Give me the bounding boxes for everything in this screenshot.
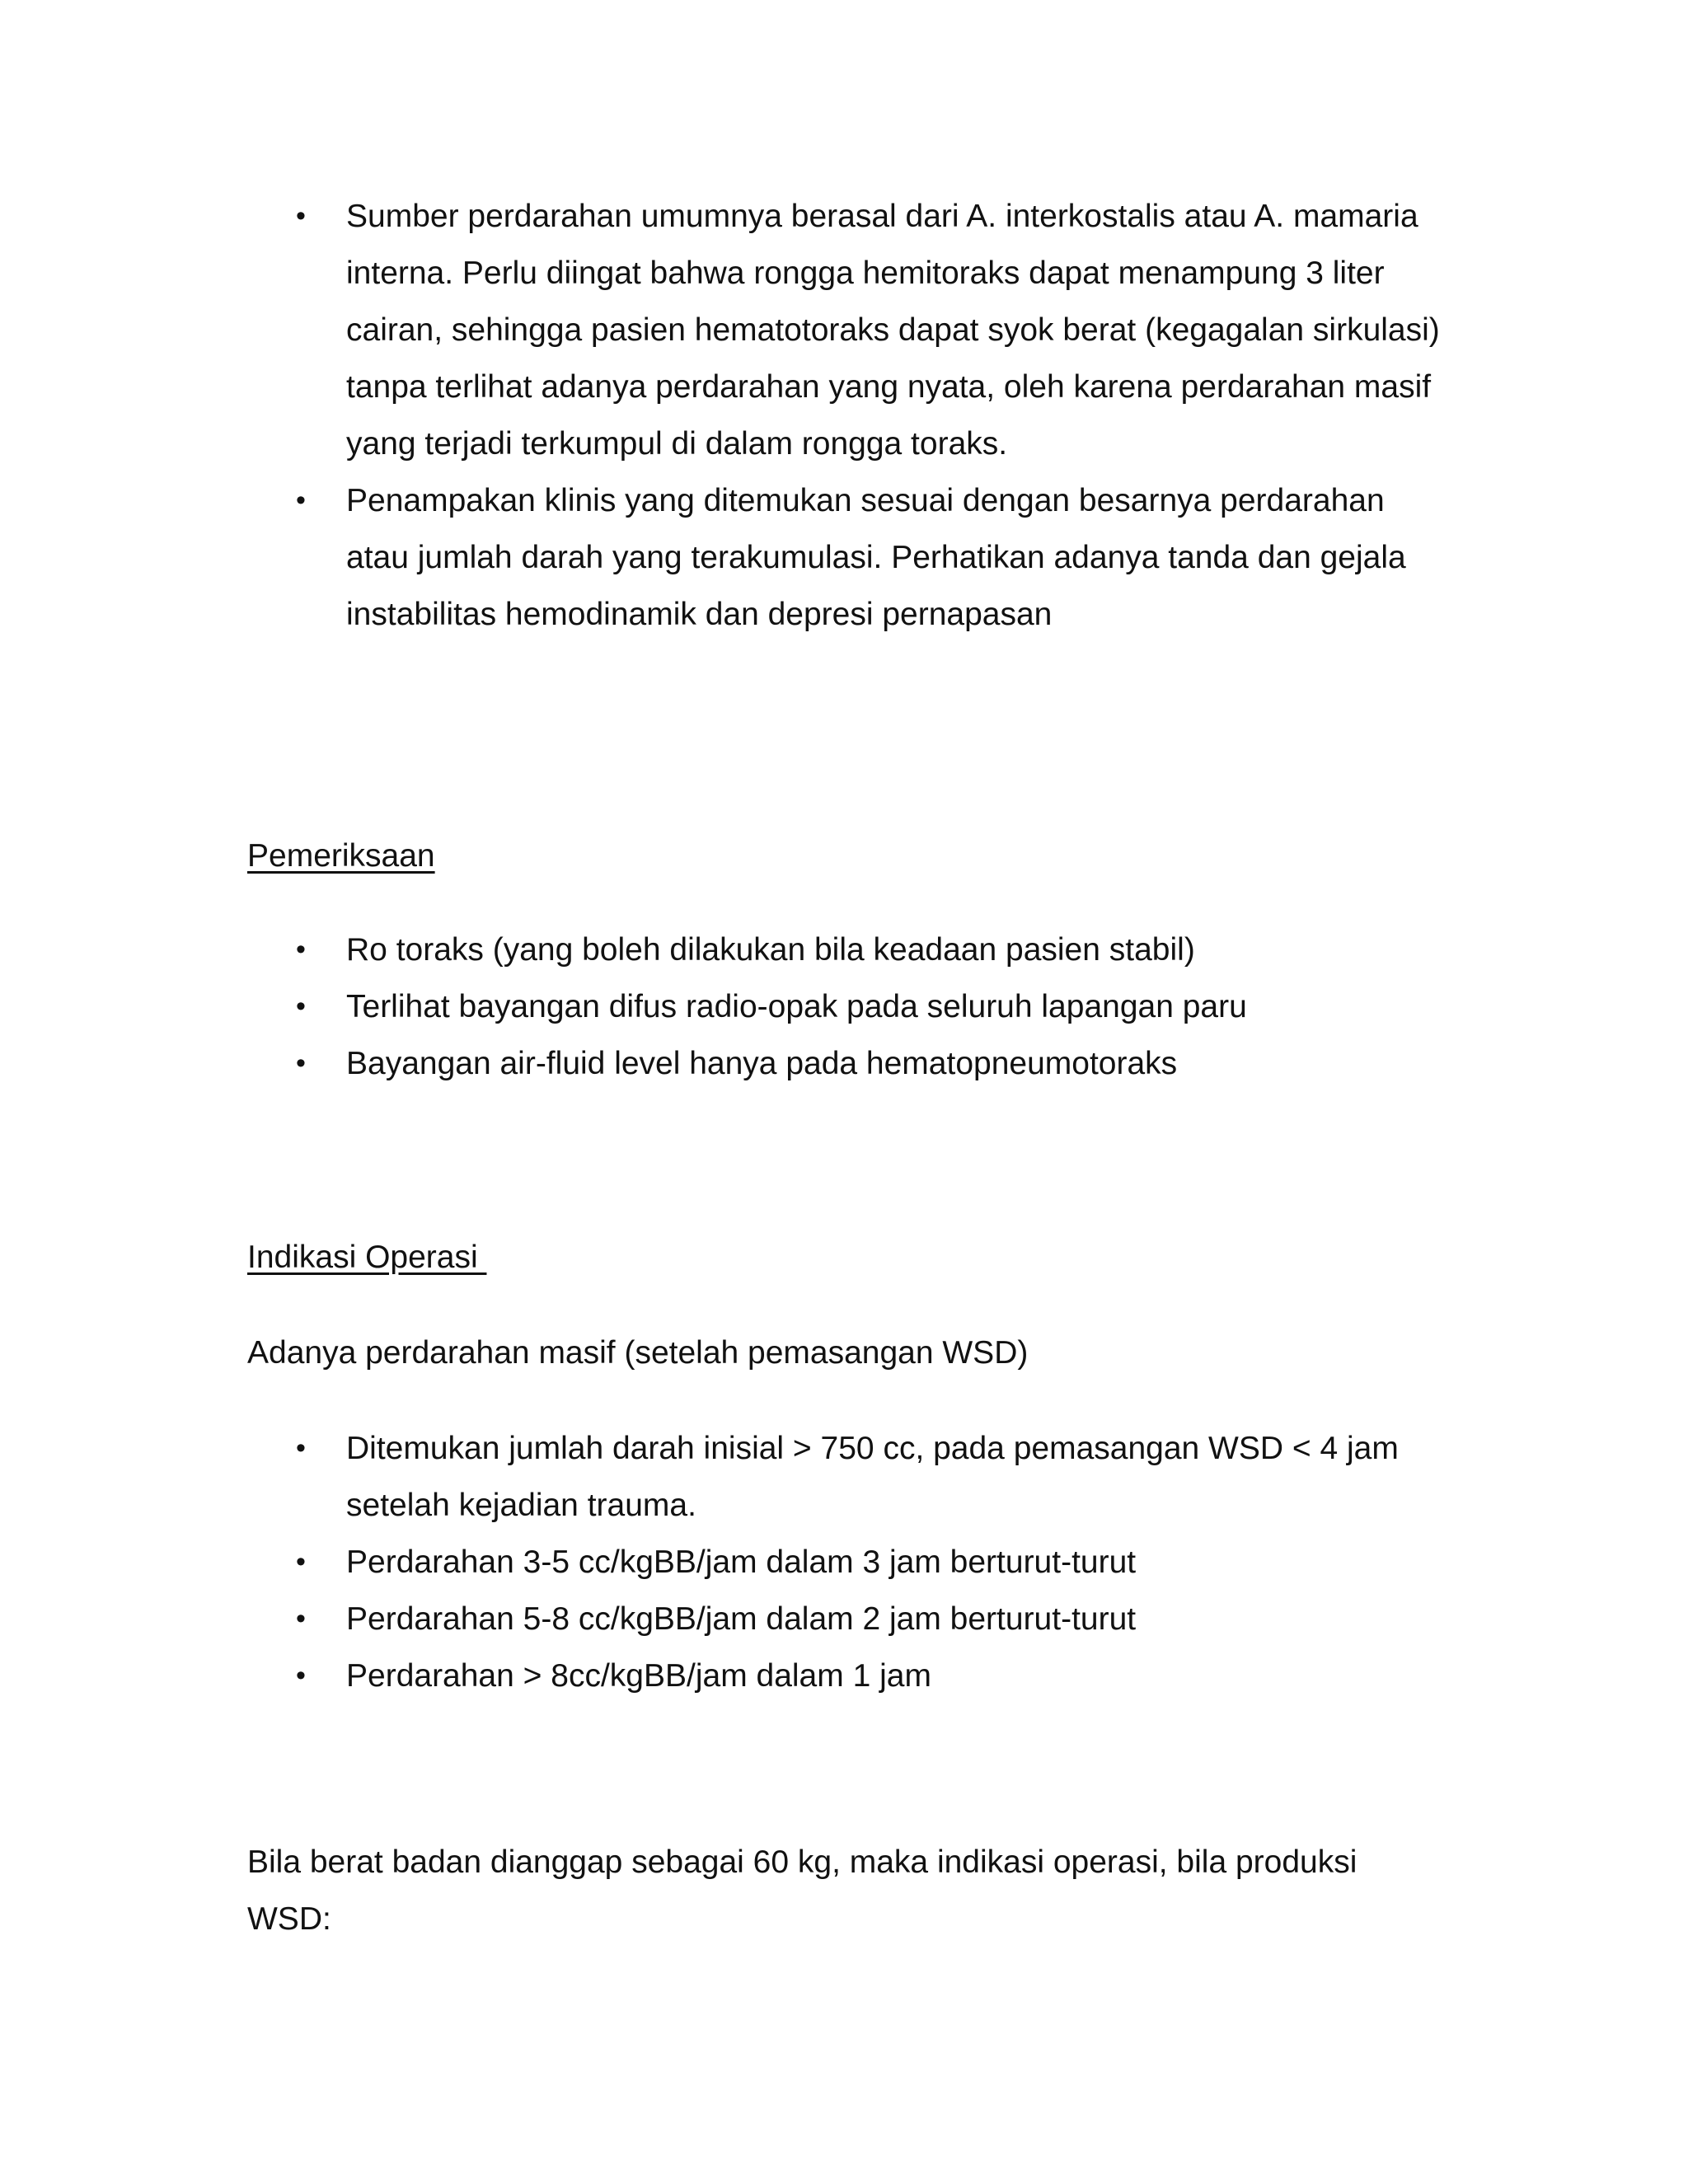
list-item-text: Perdarahan 5-8 cc/kgBB/jam dalam 2 jam berturut-turut [346,1601,1137,1637]
intro-section [0,188,1688,643]
bullet-icon: • [296,934,306,965]
list-item [0,188,1688,472]
pemeriksaan-bullet-list [0,921,1688,1092]
bullet-icon: • [296,991,306,1022]
list-item-text: Ditemukan jumlah darah inisial > 750 cc, pada pemasangan WSD < 4 jam setelah kejadian trauma. [346,1431,1399,1523]
section-heading-pemeriksaan: Pemeriksaan [247,838,435,874]
indikasi-bullet-list [0,1420,1688,1704]
list-item [0,1420,1688,1534]
list-item [0,472,1688,643]
list-item-text: Terlihat bayangan difus radio-opak pada seluruh lapangan paru [346,989,1247,1024]
list-item [0,978,1688,1035]
bullet-icon: • [296,1432,306,1464]
closing-paragraph: Bila berat badan dianggap sebagai 60 kg, maka indikasi operasi, bila produksi WSD: [247,1844,1357,1937]
intro-bullet-list [0,188,1688,643]
list-item-text: Sumber perdarahan umumnya berasal dari A. interkostalis atau A. mamaria interna. Perlu diingat bahwa rongga hemitoraks dapat menampung 3 liter cairan, sehingga pasien hematotoraks dapat syok berat (kegagalan sirkulasi) tanpa terlihat adanya perdarahan yang nyata, oleh karena perdarahan masif yang terjadi terkumpul di dalam rongga toraks. [346,199,1440,462]
list-item [0,1534,1688,1591]
bullet-icon: • [296,1660,306,1691]
bullet-icon: • [296,1546,306,1577]
section-heading-indikasi-operasi: Indikasi Operasi [247,1240,487,1275]
bullet-icon: • [296,1603,306,1634]
list-item-text: Ro toraks (yang boleh dilakukan bila keadaan pasien stabil) [346,932,1195,968]
list-item-text: Perdarahan > 8cc/kgBB/jam dalam 1 jam [346,1658,931,1694]
bullet-icon: • [296,200,306,232]
list-item-text: Penampakan klinis yang ditemukan sesuai dengan besarnya perdarahan atau jumlah darah yang terakumulasi. Perhatikan adanya tanda dan gejala instabilitas hemodinamik dan depresi pernapasan [346,483,1406,632]
pemeriksaan-section [0,921,1688,1092]
indikasi-intro-paragraph: Adanya perdarahan masif (setelah pemasangan WSD) [247,1335,1029,1371]
list-item-text: Bayangan air-fluid level hanya pada hematopneumotoraks [346,1046,1178,1081]
list-item [0,1647,1688,1704]
indikasi-section [0,1420,1688,1704]
list-item [0,921,1688,978]
bullet-icon: • [296,1047,306,1079]
list-item [0,1035,1688,1092]
list-item [0,1591,1688,1647]
bullet-icon: • [296,485,306,516]
list-item-text: Perdarahan 3-5 cc/kgBB/jam dalam 3 jam berturut-turut [346,1544,1137,1580]
